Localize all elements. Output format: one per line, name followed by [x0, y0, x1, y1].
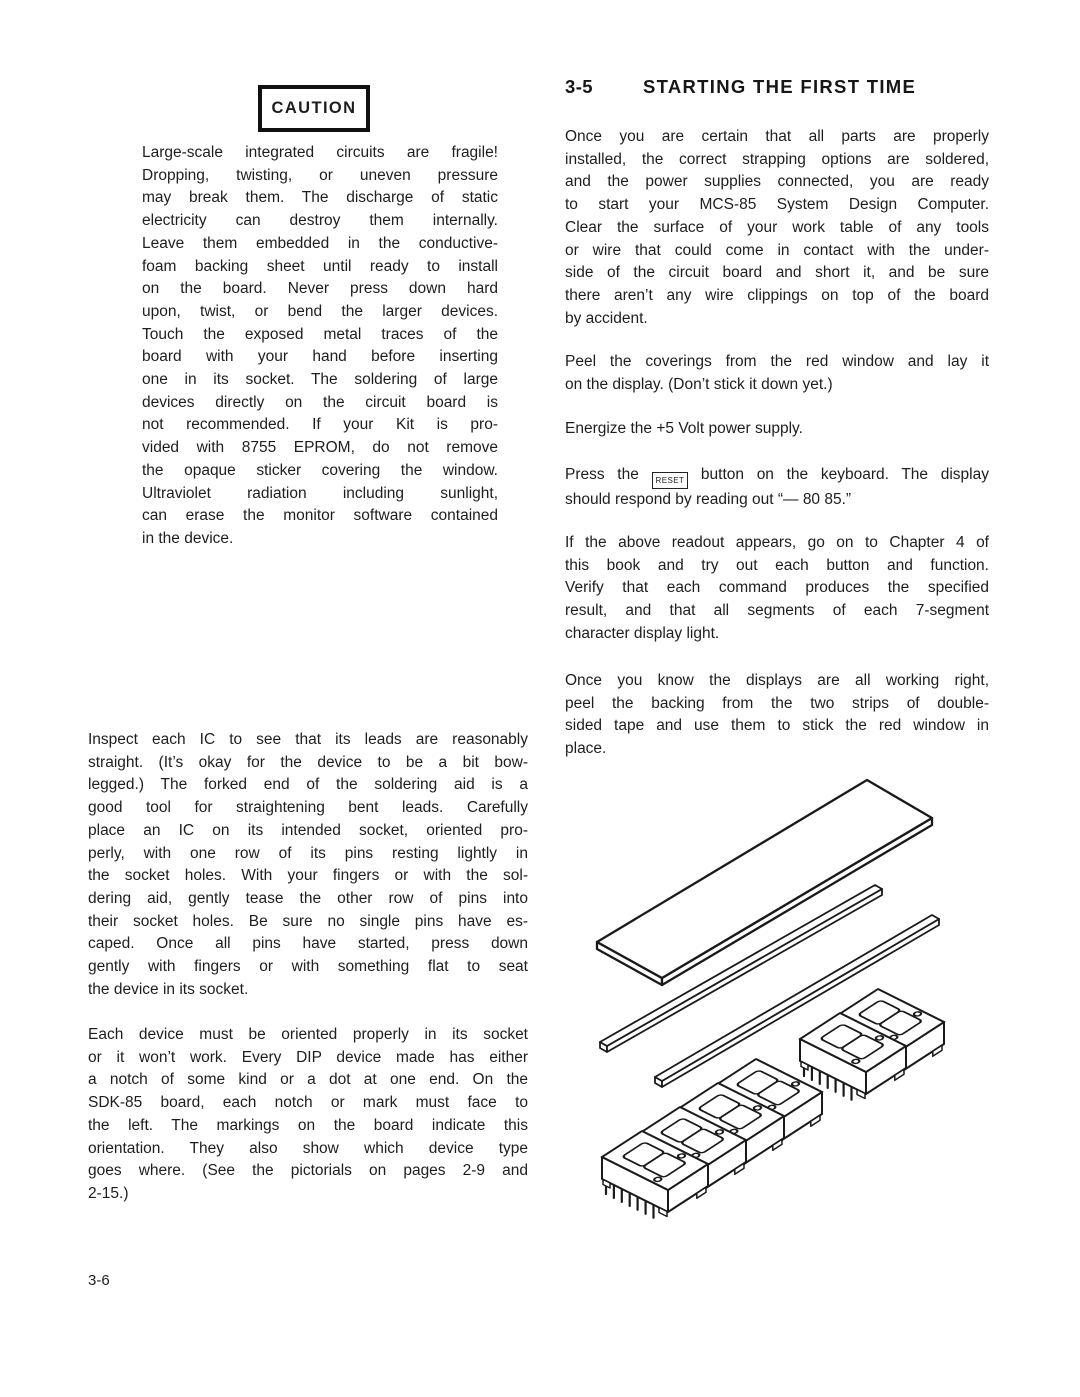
section-heading	[565, 76, 995, 98]
paragraph-readout-appears: If the above readout appears, go on to Chapter 4 of this book and try out each button and function. Verify that each command produces the specified result, and that all segments of each 7-segment character display light.	[565, 534, 989, 642]
paragraph-energize: Energize the +5 Volt power supply.	[565, 420, 803, 437]
caution-label: CAUTION	[271, 99, 357, 117]
paragraph-inspect-ic: Inspect each IC to see that its leads are reasonably straight. (It’s okay for the device to be a bit bow- legged.) The forked end of the soldering aid is a good tool for straightening bent leads. Carefully place an IC on its intended socket, oriented pro- perly, with one row of its pins resting lightly in the socket holes. With your fingers or with the sol- dering aid, gently tease the other row of pins into their socket holes. Be sure no single pins have es- caped. Once all pins have started, press down gently with fingers or with something flat to seat the device in its socket.	[88, 731, 528, 998]
press-reset-text-before: Press the	[565, 466, 639, 483]
page-number: 3-6	[88, 1272, 110, 1289]
assembly-figure	[592, 772, 1012, 1292]
caution-box	[258, 85, 370, 132]
caution-paragraph: Large-scale integrated circuits are fragile! Dropping, twisting, or uneven pressure may break them. The discharge of static electricity can destroy them internally. Leave them embedded in the conductive- foam backing sheet until ready to install on the board. Never press down hard upon, twist, or bend the larger devices. Touch the exposed metal traces of the board with your hand before inserting one in its socket. The soldering of large devices directly on the circuit board is not recommended. If your Kit is pro- vided with 8755 EPROM, do not remove the opaque sticker covering the window. Ultraviolet radiation including sunlight, can erase the monitor software contained in the device.	[142, 144, 498, 547]
press-reset-line1	[565, 464, 989, 489]
paragraph-press-reset	[565, 464, 989, 512]
section-title: STARTING THE FIRST TIME	[643, 76, 917, 97]
paragraph-device-orientation: Each device must be oriented properly in its socket or it won’t work. Every DIP device made has either a notch of some kind or a dot at one end. On the SDK-85 board, each notch or mark must face to the left. The markings on the board indicate this orientation. They also show which device type goes where. (See the pictorials on pages 2-9 and 2-15.)	[88, 1026, 528, 1202]
paragraph-peel-coverings: Peel the coverings from the red window and lay it on the display. (Don’t stick it down yet.)	[565, 353, 989, 393]
reset-key: RESET	[652, 472, 689, 489]
press-reset-text-after: button on the keyboard. The display	[700, 466, 989, 483]
paragraph-once-certain: Once you are certain that all parts are properly installed, the correct strapping options are soldered, and the power supplies connected, you are ready to start your MCS-85 System Design Computer. Clear the surface of your work table of any tools or wire that could come in contact with the under- side of the circuit board and short it, and be sure there aren’t any wire clippings on top of the board by accident.	[565, 128, 989, 327]
paragraph-stick-window: Once you know the displays are all working right, peel the backing from the two strips of double- sided tape and use them to stick the red window in place.	[565, 672, 989, 758]
press-reset-line2: should respond by reading out “— 80 85.”	[565, 491, 852, 508]
section-number: 3-5	[565, 76, 593, 97]
